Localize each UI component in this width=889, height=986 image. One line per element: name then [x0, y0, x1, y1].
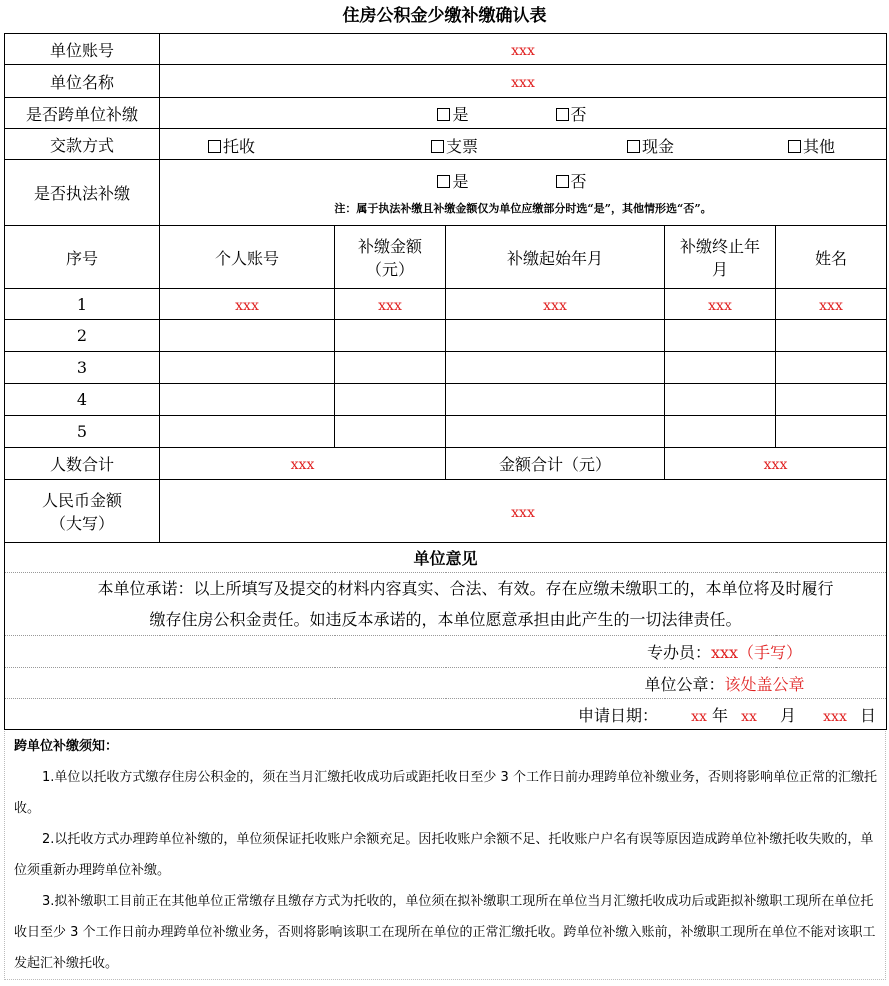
- cell-amount[interactable]: xxx: [335, 289, 446, 320]
- cell-end[interactable]: [665, 320, 776, 352]
- seal-value[interactable]: 该处盖公章: [724, 674, 805, 694]
- checkbox-icon: [556, 175, 569, 188]
- rmb-amount-value[interactable]: xxx: [160, 480, 887, 543]
- header-start: 补缴起始年月: [446, 226, 665, 289]
- cell-end[interactable]: xxx: [665, 289, 776, 320]
- header-name: 姓名: [776, 226, 887, 289]
- promise-text: 本单位承诺：以上所填写及提交的材料内容真实、合法、有效。存在应缴未缴职工的，本单位将及时履行 缴存住房公积金责任。如违反本承诺的，本单位愿意承担由此产生的一切法律责任。: [5, 573, 887, 636]
- law-no-option[interactable]: 否: [556, 169, 587, 192]
- day-unit: 日: [859, 705, 876, 725]
- cell-account[interactable]: [160, 416, 335, 448]
- total-count-value[interactable]: xxx: [160, 448, 446, 480]
- cell-end[interactable]: [665, 416, 776, 448]
- table-row: [5, 416, 887, 448]
- payment-option-check[interactable]: 支票: [431, 134, 478, 157]
- checkbox-icon: [208, 140, 221, 153]
- header-seq: 序号: [5, 226, 160, 289]
- cell-name[interactable]: xxx: [776, 289, 887, 320]
- cell-amount[interactable]: [335, 320, 446, 352]
- cell-amount[interactable]: [335, 384, 446, 416]
- checkbox-icon: [627, 140, 640, 153]
- payment-option-collection[interactable]: 托收: [208, 134, 255, 157]
- cell-start[interactable]: xxx: [446, 289, 665, 320]
- clerk-value[interactable]: xxx（手写）: [710, 643, 803, 662]
- cell-seq: 5: [5, 416, 160, 448]
- checkbox-icon: [437, 175, 450, 188]
- cell-end[interactable]: [665, 352, 776, 384]
- year-unit: 年: [712, 705, 729, 725]
- cell-end[interactable]: [665, 384, 776, 416]
- notice-title: 跨单位补缴须知：: [14, 739, 119, 754]
- table-row: [5, 384, 887, 416]
- notice-item-2: 2.以托收方式办理跨单位补缴的，单位须保证托收账户余额充足。因托收账户余额不足、托收账户户名有误等原因造成跨单位补缴托收失败的，单位须重新办理跨单位补缴。: [14, 832, 874, 878]
- checkbox-icon: [431, 140, 444, 153]
- law-note: 注：属于执法补缴且补缴金额仅为单位应缴部分时选“是”，其他情形选“否”。: [334, 202, 712, 215]
- payment-option-cash[interactable]: 现金: [627, 134, 674, 157]
- cross-unit-no-option[interactable]: 否: [556, 102, 587, 125]
- date-row: [5, 699, 887, 730]
- cell-seq: 4: [5, 384, 160, 416]
- table-row: [5, 289, 887, 320]
- checkbox-icon: [437, 108, 450, 121]
- cell-seq: 3: [5, 352, 160, 384]
- date-year[interactable]: xx: [691, 708, 707, 725]
- header-amount: 补缴金额 （元）: [335, 226, 446, 289]
- payment-option-other[interactable]: 其他: [788, 134, 835, 157]
- clerk-row: [5, 636, 887, 668]
- header-account: 个人账号: [160, 226, 335, 289]
- total-amount-label: 金额合计（元）: [446, 448, 665, 480]
- cell-start[interactable]: [446, 416, 665, 448]
- rmb-amount-label: 人民币金额 （大写）: [5, 480, 160, 543]
- cross-unit-notice: [4, 731, 886, 979]
- law-yes-option[interactable]: 是: [437, 169, 468, 192]
- date-day[interactable]: xxx: [823, 708, 847, 725]
- table-row: [5, 320, 887, 352]
- cell-name[interactable]: [776, 384, 887, 416]
- form-title: 住房公积金少缴补缴确认表: [342, 6, 547, 26]
- law-enforcement-options: [160, 160, 887, 226]
- payment-options: [160, 129, 887, 160]
- date-month[interactable]: xx: [741, 708, 757, 725]
- cell-start[interactable]: [446, 320, 665, 352]
- confirmation-form: [4, 33, 887, 730]
- checkbox-icon: [556, 108, 569, 121]
- cell-name[interactable]: [776, 352, 887, 384]
- unit-name-value[interactable]: xxx: [160, 65, 887, 98]
- seal-label: 单位公章：: [644, 674, 725, 694]
- law-enforcement-label: 是否执法补缴: [5, 160, 160, 226]
- cell-amount[interactable]: [335, 352, 446, 384]
- cell-name[interactable]: [776, 320, 887, 352]
- opinion-title: 单位意见: [5, 543, 887, 573]
- cell-account[interactable]: [160, 320, 335, 352]
- date-label: 申请日期：: [578, 705, 659, 725]
- cell-start[interactable]: [446, 352, 665, 384]
- cell-amount[interactable]: [335, 416, 446, 448]
- unit-account-value[interactable]: xxx: [160, 34, 887, 65]
- cell-account[interactable]: xxx: [160, 289, 335, 320]
- cell-start[interactable]: [446, 384, 665, 416]
- cross-unit-options: [160, 98, 887, 129]
- unit-account-label: 单位账号: [5, 34, 160, 65]
- header-end: 补缴终止年 月: [665, 226, 776, 289]
- payment-method-label: 交款方式: [5, 129, 160, 160]
- checkbox-icon: [788, 140, 801, 153]
- cross-unit-yes-option[interactable]: 是: [437, 102, 468, 125]
- clerk-label: 专办员：: [646, 643, 711, 662]
- table-row: [5, 352, 887, 384]
- seal-row: [5, 668, 887, 699]
- notice-item-1: 1.单位以托收方式缴存住房公积金的，须在当月汇缴托收成功后或距托收日至少 3 个工作日前办理跨单位补缴业务，否则将影响单位正常的汇缴托收。: [14, 770, 877, 816]
- month-unit: 月: [780, 705, 797, 725]
- cell-seq: 1: [5, 289, 160, 320]
- unit-name-label: 单位名称: [5, 65, 160, 98]
- cell-name[interactable]: [776, 416, 887, 448]
- cell-account[interactable]: [160, 352, 335, 384]
- notice-item-3: 3.拟补缴职工目前正在其他单位正常缴存且缴存方式为托收的，单位须在拟补缴职工现所在单位当月汇缴托收成功后或距拟补缴职工现所在单位托收日至少 3 个工作日前办理跨单位补缴业务，否则将影响该职工在现所在单位的正常汇缴托收。跨单位补缴入账前，补缴职工现所在单位不能对该职工发起汇补缴托收。: [14, 894, 876, 971]
- total-count-label: 人数合计: [5, 448, 160, 480]
- cross-unit-label: 是否跨单位补缴: [5, 98, 160, 129]
- cell-account[interactable]: [160, 384, 335, 416]
- total-amount-value[interactable]: xxx: [665, 448, 887, 480]
- cell-seq: 2: [5, 320, 160, 352]
